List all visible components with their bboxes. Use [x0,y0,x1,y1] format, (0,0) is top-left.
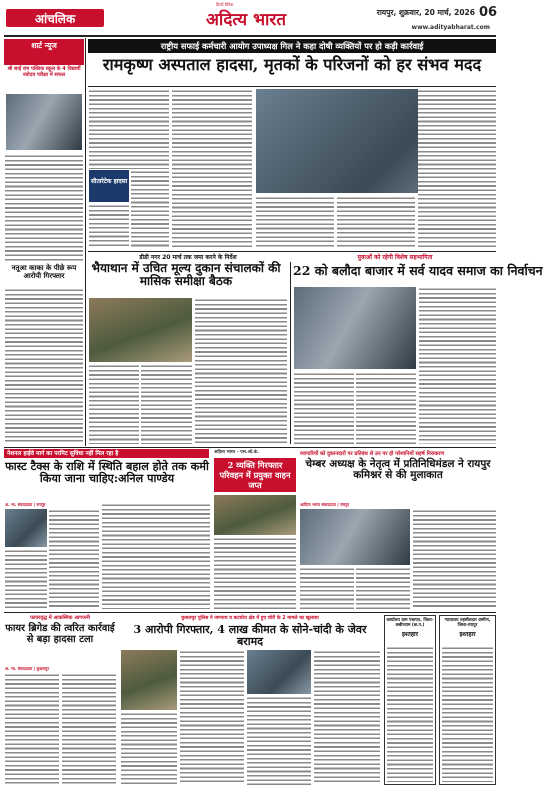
masthead-logo [186,2,306,32]
lead-col2 [172,89,252,248]
logo-text: अदित्य भारत [205,10,287,30]
row3-mid-head: 2 व्यक्ति गिरफ्तार परिवहन में प्रयुक्त वाहन जप्त [219,460,291,490]
short-news-box [4,39,84,65]
lead-rule [88,86,496,87]
lead-col5 [418,89,496,248]
lead-col3 [256,196,334,248]
short-news-subhead: श्री साईं राम पब्लिक स्कूल के 4 विद्यार्थी नवोदय परीक्षा में सफल [7,66,81,78]
ad2-body [442,646,493,782]
row3-rule [4,447,496,448]
row3-mid-headbox [214,458,296,492]
row3-person-photo [5,509,47,547]
row4-photo-2 [247,650,311,694]
row2-rule [88,251,496,252]
row4-photo [121,650,177,710]
row2-left-c3 [195,298,287,444]
row3-left-c1 [49,509,99,609]
ad-notice-1 [384,615,436,785]
students-photo [6,94,82,150]
lead-photo-small [89,170,129,202]
row3-kicker-left: नेशनल हाईवे मार्ग का परमिट सुविधा नहीं मिल रहा है [4,449,209,458]
ad1-sub: इश्तहार [401,631,419,639]
row3-right-c2 [356,567,410,609]
masthead-rule [4,35,496,37]
logo-prefix: हिन्दी दैनिक [216,2,234,7]
ad2-sub: इश्तहार [459,631,476,639]
lead-col1 [89,89,169,169]
row2-kicker-left: डीडी नगर 20 मार्च तक जमा करने के निर्देश [139,254,237,261]
row3-mid-text [214,537,296,609]
lead-headline: रामकृष्ण अस्पताल हादसा, मृतकों के परिजनों को हर संभव मदद [102,55,482,74]
row2-right-c2 [356,372,416,444]
short-news-label: शार्ट न्यूज [31,41,57,50]
section-label: आंचलिक [34,12,76,26]
row2-kicker-right: युवाओं को रहेगी विशेष सहभागिता [357,254,433,261]
row4-kicker-mid: कुशलपुर पुलिस ने जगनाथ व कटघोरा क्षेत्र में हुए चोरी के 2 मामले का खुलासा [181,616,319,621]
row2-photo-right [294,287,416,369]
lead-col1b [131,170,169,248]
row4-mid-c3 [314,650,380,785]
ad1-title: कार्यालय ग्राम पंचायत, जिला-कबीरधाम (छ.ग.) [386,618,434,629]
row3-head-right: चेम्बर अध्यक्ष के नेतृत्व में प्रतिनिधिमंडल ने रायपुर कमिश्नर से की मुलाकात [305,458,491,482]
row3-mid-kicker: अदित्य भारत - एस.ओ.कं. [214,450,259,455]
row2-mid-rule [290,262,291,444]
row4-kicker-left: फायरवृद्ध में आकस्मिक आगजनी [30,615,90,621]
row4-mid-c2 [247,696,311,785]
row4-mid-c1 [180,650,244,785]
row3-byline-right: आदित्य भारत संवाददाता | रायपुर [300,502,349,507]
lead-photo-caption: सीतारेटेक हादसा [90,178,128,185]
top-banner-text: राष्ट्रीय सफाई कर्मचारी आयोग उपाध्यक्ष गिल ने कहा दोषी व्यक्तियों पर हो कड़ी कार्रवाई [160,40,424,51]
row3-byline-left: अ. भा. संवाददाता | रायपुर [5,502,46,507]
ad1-body [387,646,433,782]
ad-notice-2 [439,615,496,785]
row3-kicker-right: व्यापारियों को दुकानदारों पर प्रतिबंध से उन पर हो परेशानियों सहर्ष निराकरण [300,451,445,457]
website[interactable]: www.adityabharat.com [411,24,490,31]
row3-mid-photo [214,495,296,535]
row4-head-left: फायर ब्रिगेड की त्वरित कार्रवाई से बड़ा हादसा टला [5,623,115,645]
row4-mid-c0 [121,712,177,785]
row4-head-mid: 3 आरोपी गिरफ्तार, 4 लाख कीमत के सोने-चांदी के जेवर बरामद [133,623,367,649]
row4-left-c2 [62,673,116,785]
row2-right-c3 [419,287,496,444]
row3-left-c0 [5,549,47,609]
row2-head-left: भैयाथान में उचित मूल्य दुकान संचालकों की मासिक समीक्षा बैठक [91,261,281,289]
row4-rule [4,612,496,613]
dateline: रायपुर, शुक्रवार, 20 मार्च, 2026 [376,8,475,17]
row2-photo-left [89,298,192,362]
row4-left-c1 [5,673,59,785]
left-col-rule [85,38,86,446]
lead-col4 [337,196,415,248]
ad2-title: न्यायालय तहसीलदार ग्रामीण, जिला-रायपुर [444,618,491,629]
row3-right-photo [300,509,410,565]
left-body-1 [5,154,83,262]
lead-col1c [89,204,129,248]
page-number: 06 [478,5,498,20]
row2-head-right: 22 को बलौदा बाजार में सर्व यादव समाज का निर्वाचन [293,263,543,278]
left-body-2 [5,288,83,443]
row3-right-c3 [413,509,496,609]
left-story-head: नतूआ काका के पीछे रूप आरोपी गिरफ्तार [11,263,77,280]
row3-head-left: फास्ट टैक्स के राशि में स्थिति बहाल होते तक कमी किया जाना चाहिए:अनिल पाण्डेय [5,459,209,486]
row3-right-c1 [300,567,354,609]
top-banner [88,39,496,53]
row3-left-c2 [102,503,210,609]
row2-left-c1 [89,364,139,444]
row2-right-c1 [294,372,354,444]
row2-left-c2 [141,364,192,444]
row4-byline-left: अ. भा. संवाददाता | कुशलपुर [5,666,49,671]
section-tag [6,9,104,27]
